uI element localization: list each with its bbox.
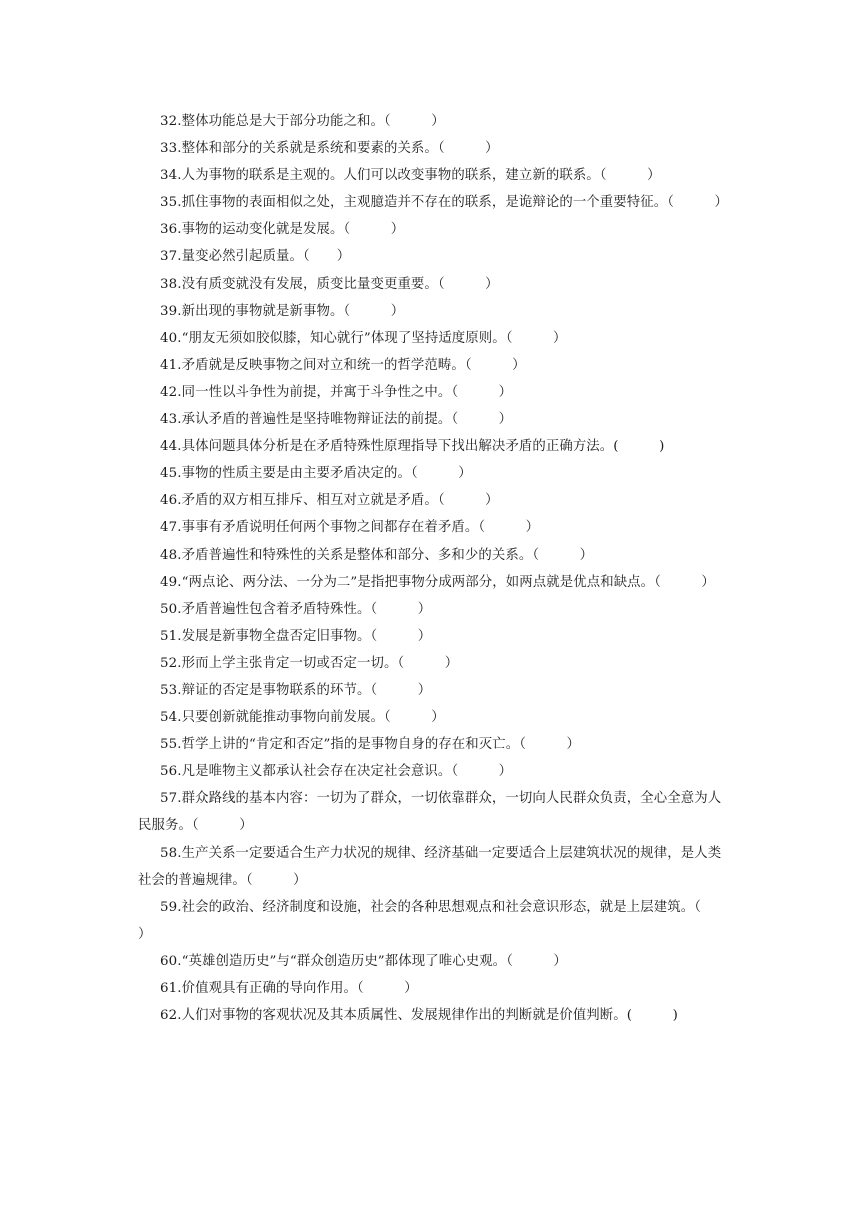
question-item-37: 37.量变必然引起质量。（ ）: [160, 249, 351, 265]
question-item-59: 59.社会的政治、经济制度和设施，社会的各种思想观点和社会意识形态，就是上层建筑。（ ）: [138, 899, 742, 942]
question-item-47: 47.事事有矛盾说明任何两个事物之间都存在着矛盾。（ ）: [160, 520, 540, 536]
question-item-40: 40.“朋友无须如胶似膝，知心就行”体现了坚持适度原则。（ ）: [160, 330, 567, 346]
question-item-32: 32.整体功能总是大于部分功能之和。（ ）: [160, 114, 445, 129]
question-item-52: 52.形而上学主张肯定一切或否定一切。（ ）: [160, 655, 459, 671]
question-item-35: 35.抓住事物的表面相似之处，主观臆造并不存在的联系，是诡辩论的一个重要特征。（ ）: [160, 195, 729, 211]
question-item-57: 57.群众路线的基本内容：一切为了群众，一切依靠群众，一切向人民群众负责，全心全意为人民服务。（ ）: [138, 791, 722, 834]
question-item-39: 39.新出现的事物就是新事物。（ ）: [160, 303, 405, 319]
question-item-60: 60.“英雄创造历史”与“群众创造历史”都体现了唯心史观。（ ）: [160, 953, 567, 969]
question-item-61: 61.价值观具有正确的导向作用。（ ）: [160, 981, 418, 996]
true-false-question-list: [138, 108, 742, 1029]
question-item-46: 46.矛盾的双方相互排斥、相互对立就是矛盾。（ ）: [160, 493, 499, 509]
question-item-38: 38.没有质变就没有发展，质变比量变更重要。（ ）: [160, 276, 499, 292]
question-item-44: 44.具体问题具体分析是在矛盾特殊性原理指导下找出解决矛盾的正确方法。( ): [160, 439, 665, 455]
question-item-33: 33.整体和部分的关系就是系统和要素的关系。（ ）: [160, 141, 499, 157]
question-item-54: 54.只要创新就能推动事物向前发展。（ ）: [160, 710, 445, 726]
question-item-48: 48.矛盾普遍性和特殊性的关系是整体和部分、多和少的关系。（ ）: [160, 547, 594, 563]
question-item-58: 58.生产关系一定要适合生产力状况的规律、经济基础一定要适合上层建筑状况的规律，是人类社会的普遍规律。（ ）: [138, 845, 722, 888]
question-item-50: 50.矛盾普遍性包含着矛盾特殊性。（ ）: [160, 601, 432, 617]
question-item-51: 51.发展是新事物全盘否定旧事物。（ ）: [160, 628, 432, 644]
question-item-36: 36.事物的运动变化就是发展。（ ）: [160, 222, 405, 238]
question-item-56: 56.凡是唯物主义都承认社会存在决定社会意识。（ ）: [160, 764, 513, 780]
question-item-62: 62.人们对事物的客观状况及其本质属性、发展规律作出的判断就是价值判断。( ): [160, 1008, 678, 1024]
question-item-45: 45.事物的性质主要是由主要矛盾决定的。（ ）: [160, 466, 472, 482]
question-item-49: 49.“两点论、两分法、一分为二”是指把事物分成两部分，如两点就是优点和缺点。（ ）: [160, 574, 715, 590]
question-item-55: 55.哲学上讲的“肯定和否定”指的是事物自身的存在和灭亡。（ ）: [160, 737, 581, 753]
question-item-41: 41.矛盾就是反映事物之间对立和统一的哲学范畴。（ ）: [160, 357, 526, 373]
question-item-53: 53.辩证的否定是事物联系的环节。（ ）: [160, 682, 432, 698]
question-item-42: 42.同一性以斗争性为前提，并寓于斗争性之中。（ ）: [160, 384, 513, 400]
question-item-43: 43.承认矛盾的普遍性是坚持唯物辩证法的前提。（ ）: [160, 412, 513, 428]
question-item-34: 34.人为事物的联系是主观的。人们可以改变事物的联系，建立新的联系。（ ）: [160, 168, 661, 184]
